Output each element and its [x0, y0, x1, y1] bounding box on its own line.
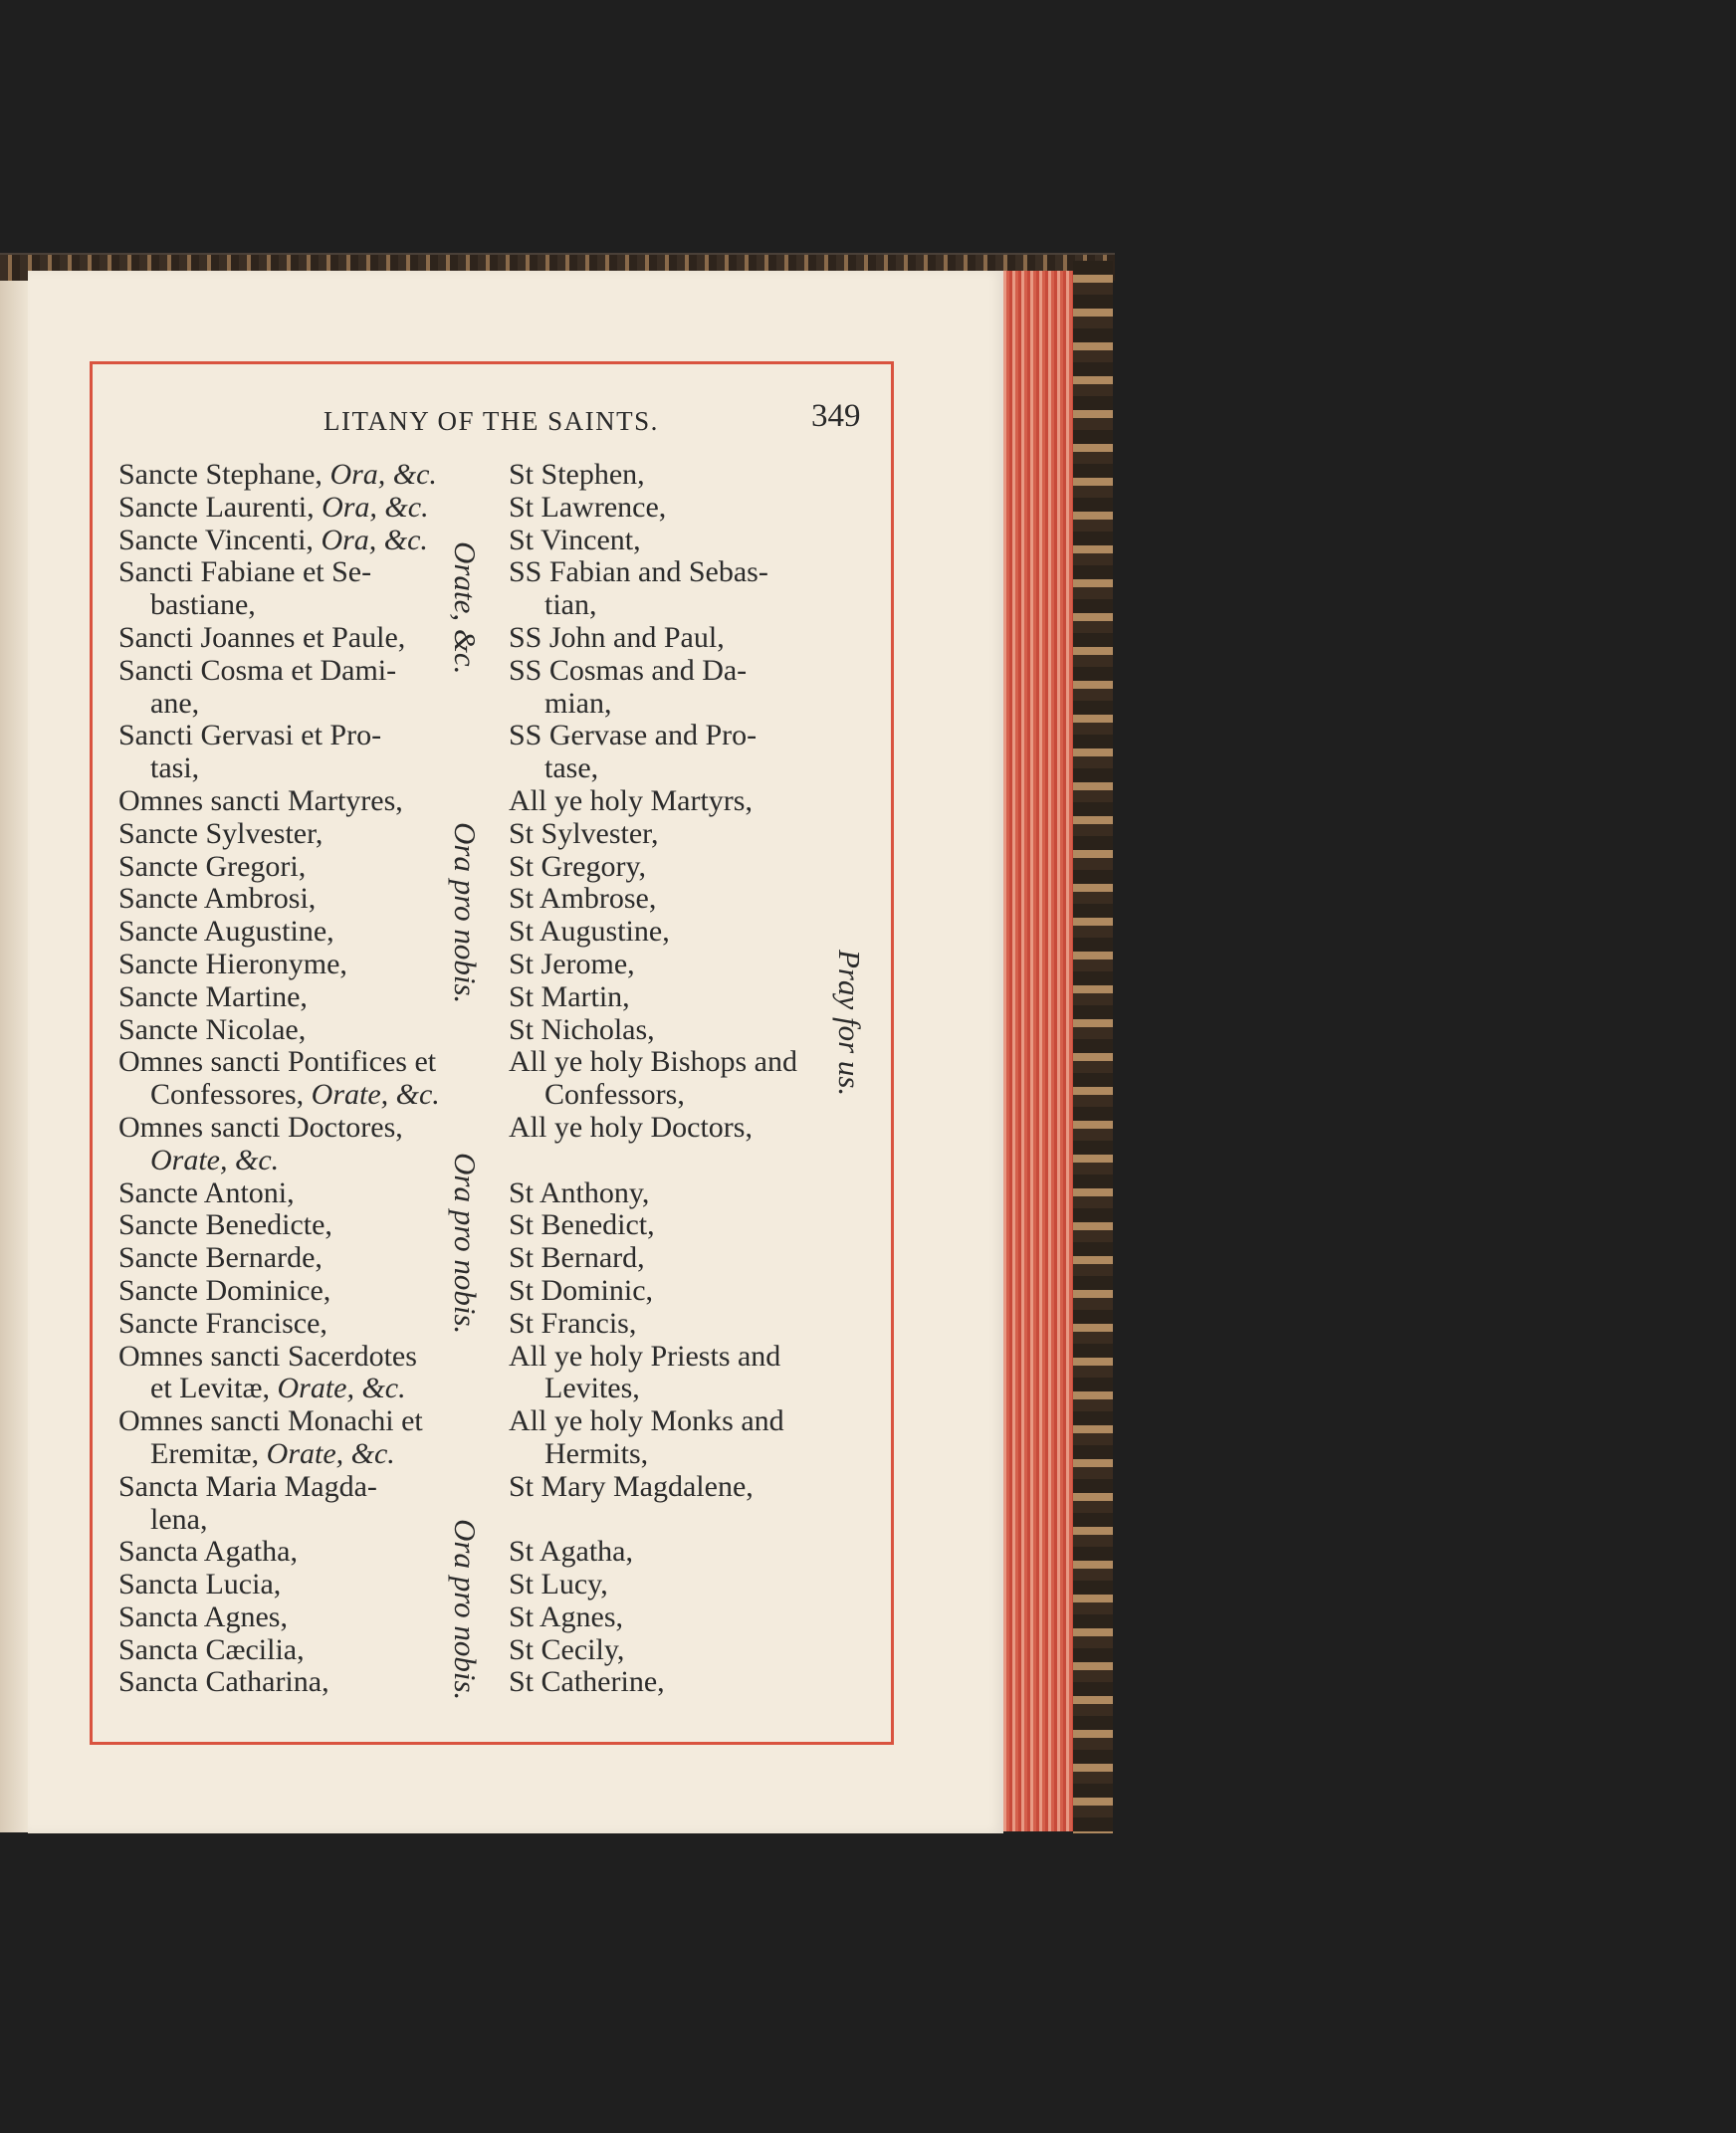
english-line: St Jerome, — [509, 947, 635, 980]
latin-invocation: ane, — [150, 686, 200, 720]
english-line: St Cecily, — [509, 1632, 625, 1666]
latin-line — [118, 785, 487, 818]
latin-invocation: Omnes sancti Martyres, — [118, 783, 403, 817]
latin-line — [118, 981, 487, 1014]
latin-line — [118, 492, 487, 525]
latin-line — [118, 1438, 487, 1471]
latin-response: Orate, &c. — [266, 1436, 395, 1470]
latin-line — [118, 1666, 487, 1699]
latin-line — [118, 1504, 487, 1537]
english-line: All ye holy Doctors, — [509, 1110, 753, 1144]
latin-response: Orate, &c. — [150, 1143, 280, 1176]
latin-line — [118, 1275, 487, 1308]
latin-invocation: Sancta Maria Magda- — [118, 1469, 377, 1503]
latin-invocation: Sancta Catharina, — [118, 1665, 329, 1699]
english-line: St Dominic, — [509, 1273, 654, 1307]
latin-line — [118, 1373, 487, 1405]
english-line: Hermits, — [544, 1436, 649, 1470]
latin-invocation: Confessores, — [150, 1078, 312, 1112]
latin-line — [118, 949, 487, 981]
latin-invocation: Sancta Lucia, — [118, 1568, 282, 1601]
english-line: St Sylvester, — [509, 816, 659, 850]
latin-line — [118, 688, 487, 721]
latin-invocation: Omnes sancti Sacerdotes — [118, 1339, 417, 1373]
latin-line — [118, 655, 487, 688]
page-number: 349 — [811, 398, 861, 434]
english-line: SS John and Paul, — [509, 620, 725, 654]
ora-pro-nobis-bracket-2: Ora pro nobis. — [448, 1153, 483, 1335]
latin-line — [118, 589, 487, 622]
book-spine — [1073, 261, 1113, 1833]
latin-line — [118, 1308, 487, 1341]
english-line: SS Cosmas and Da- — [509, 653, 748, 687]
latin-line — [118, 1405, 487, 1438]
latin-invocation: Sancta Agatha, — [118, 1535, 298, 1569]
latin-line — [118, 1177, 487, 1210]
english-line: SS Gervase and Pro- — [509, 719, 758, 752]
english-line: St Gregory, — [509, 849, 647, 883]
english-line: St Agatha, — [509, 1535, 633, 1569]
english-line: All ye holy Martyrs, — [509, 783, 753, 817]
latin-invocation: Omnes sancti Monachi et — [118, 1404, 423, 1438]
english-column — [509, 459, 847, 1699]
latin-invocation: Sancta Agnes, — [118, 1600, 288, 1633]
latin-invocation: bastiane, — [150, 588, 256, 622]
english-line: Confessors, — [544, 1078, 685, 1112]
latin-invocation: Omnes sancti Pontifices et — [118, 1045, 437, 1079]
english-line: tase, — [544, 751, 599, 785]
latin-line — [118, 556, 487, 589]
ora-pro-nobis-bracket-3: Ora pro nobis. — [448, 1519, 483, 1701]
latin-line — [118, 752, 487, 785]
english-line: tian, — [544, 588, 597, 622]
latin-line — [118, 525, 487, 557]
english-line: St Nicholas, — [509, 1012, 655, 1046]
latin-line — [118, 1242, 487, 1275]
english-line: All ye holy Monks and — [509, 1404, 784, 1438]
latin-invocation: Sancte Nicolae, — [118, 1012, 307, 1046]
latin-invocation: et Levitæ, — [150, 1372, 278, 1405]
latin-invocation: Sancte Stephane, — [118, 458, 330, 491]
english-line — [509, 1145, 847, 1177]
latin-invocation: Sancti Fabiane et Se- — [118, 555, 372, 589]
latin-invocation: Sancte Vincenti, — [118, 523, 322, 556]
english-line: St Francis, — [509, 1306, 637, 1340]
ora-pro-nobis-bracket-1: Ora pro nobis. — [448, 822, 483, 1004]
latin-line — [118, 1046, 487, 1079]
latin-column — [118, 459, 487, 1699]
latin-invocation: Sancta Cæcilia, — [118, 1632, 305, 1666]
latin-line — [118, 1079, 487, 1112]
latin-invocation: Sancte Ambrosi, — [118, 882, 317, 916]
latin-line — [118, 1634, 487, 1667]
latin-invocation: Sancte Bernarde, — [118, 1241, 323, 1275]
latin-invocation: Omnes sancti Doctores, — [118, 1110, 403, 1144]
latin-invocation: Sancte Martine, — [118, 979, 308, 1013]
english-line: All ye holy Bishops and — [509, 1045, 797, 1079]
latin-invocation: Sancte Hieronyme, — [118, 947, 347, 980]
latin-line — [118, 818, 487, 851]
pray-for-us-bracket: Pray for us. — [832, 950, 867, 1097]
english-line — [509, 1504, 847, 1537]
latin-invocation: Sancte Laurenti, — [118, 490, 323, 524]
english-line: St Ambrose, — [509, 882, 657, 916]
latin-invocation: Sancti Gervasi et Pro- — [118, 719, 382, 752]
english-line: St Lawrence, — [509, 490, 667, 524]
latin-line — [118, 916, 487, 949]
english-line: St Vincent, — [509, 523, 641, 556]
english-line: St Agnes, — [509, 1600, 624, 1633]
latin-invocation: Sancte Dominice, — [118, 1273, 331, 1307]
english-line: St Lucy, — [509, 1568, 608, 1601]
latin-line — [118, 1014, 487, 1047]
english-line: St Martin, — [509, 979, 630, 1013]
latin-line — [118, 622, 487, 655]
english-line: St Stephen, — [509, 458, 645, 491]
latin-line — [118, 1471, 487, 1504]
page-edges — [1000, 271, 1075, 1831]
orate-etc-bracket: Orate, &c. — [448, 541, 483, 675]
english-line: Levites, — [544, 1372, 640, 1405]
english-line: St Anthony, — [509, 1175, 650, 1209]
facing-page-edge — [0, 275, 30, 1832]
latin-invocation: Sancte Augustine, — [118, 915, 334, 949]
english-line: St Catherine, — [509, 1665, 665, 1699]
latin-response: Ora, &c. — [321, 523, 428, 556]
latin-response: Orate, &c. — [277, 1372, 406, 1405]
latin-line — [118, 1536, 487, 1569]
english-line: mian, — [544, 686, 612, 720]
latin-invocation: Sancte Francisce, — [118, 1306, 327, 1340]
english-line: St Benedict, — [509, 1208, 655, 1242]
latin-line — [118, 1112, 487, 1145]
latin-invocation: Sancte Antoni, — [118, 1175, 295, 1209]
latin-response: Ora, &c. — [329, 458, 437, 491]
latin-line — [118, 1569, 487, 1601]
english-line: St Bernard, — [509, 1241, 645, 1275]
latin-line — [118, 1145, 487, 1177]
latin-invocation: tasi, — [150, 751, 200, 785]
english-line: St Augustine, — [509, 915, 670, 949]
latin-invocation: Sancti Cosma et Dami- — [118, 653, 397, 687]
page-header — [93, 398, 891, 446]
latin-line — [118, 883, 487, 916]
latin-invocation: lena, — [150, 1502, 208, 1536]
latin-line — [118, 1601, 487, 1634]
latin-line — [118, 1341, 487, 1374]
latin-invocation: Sancte Sylvester, — [118, 816, 324, 850]
latin-line — [118, 459, 487, 492]
latin-invocation: Sancte Benedicte, — [118, 1208, 332, 1242]
latin-line — [118, 720, 487, 752]
latin-invocation: Sancti Joannes et Paule, — [118, 620, 406, 654]
latin-line — [118, 1209, 487, 1242]
latin-invocation: Eremitæ, — [150, 1436, 267, 1470]
page-frame — [90, 361, 894, 1745]
latin-line — [118, 851, 487, 884]
running-title: LITANY OF THE SAINTS. — [324, 406, 659, 436]
latin-response: Orate, &c. — [311, 1078, 440, 1112]
latin-response: Ora, &c. — [322, 490, 429, 524]
english-line: St Mary Magdalene, — [509, 1469, 754, 1503]
english-line: SS Fabian and Sebas- — [509, 555, 768, 589]
english-line: All ye holy Priests and — [509, 1339, 781, 1373]
latin-invocation: Sancte Gregori, — [118, 849, 307, 883]
